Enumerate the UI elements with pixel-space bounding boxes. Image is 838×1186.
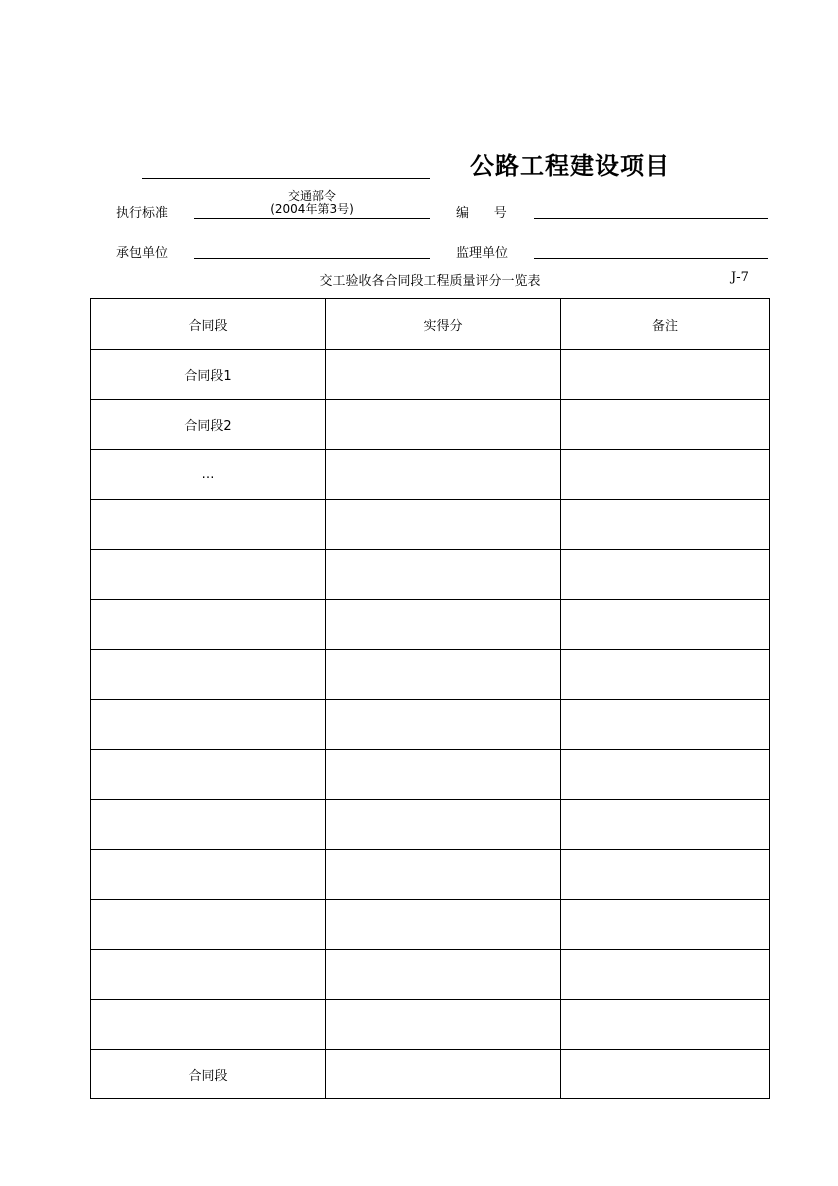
cell-contract-section bbox=[91, 1000, 326, 1050]
table-row bbox=[91, 350, 770, 400]
contractor-label: 承包单位 bbox=[116, 246, 169, 261]
cell-score[interactable] bbox=[326, 950, 561, 1000]
supervisor-line[interactable] bbox=[534, 258, 768, 259]
table-row bbox=[91, 1000, 770, 1050]
cell-score[interactable] bbox=[326, 1050, 561, 1099]
cell-score[interactable] bbox=[326, 600, 561, 650]
number-label: 编 号 bbox=[456, 206, 507, 221]
supervisor-label: 监理单位 bbox=[456, 246, 509, 261]
cell-contract-section: 合同段2 bbox=[91, 400, 326, 450]
number-line[interactable] bbox=[534, 218, 768, 219]
cell-score[interactable] bbox=[326, 800, 561, 850]
cell-score[interactable] bbox=[326, 350, 561, 400]
cell-contract-section bbox=[91, 850, 326, 900]
cell-score[interactable] bbox=[326, 550, 561, 600]
cell-remarks[interactable] bbox=[561, 850, 770, 900]
cell-remarks[interactable] bbox=[561, 1050, 770, 1099]
cell-remarks[interactable] bbox=[561, 800, 770, 850]
cell-contract-section bbox=[91, 500, 326, 550]
table-row bbox=[91, 1050, 770, 1099]
cell-contract-section bbox=[91, 650, 326, 700]
page-title: 公路工程建设项目 bbox=[470, 152, 670, 180]
table-row bbox=[91, 700, 770, 750]
cell-contract-section bbox=[91, 800, 326, 850]
standard-line bbox=[194, 218, 430, 219]
column-header-contract-section: 合同段 bbox=[91, 299, 326, 350]
cell-score[interactable] bbox=[326, 450, 561, 500]
cell-contract-section: 合同段 bbox=[91, 1050, 326, 1099]
cell-contract-section bbox=[91, 750, 326, 800]
cell-contract-section: … bbox=[91, 450, 326, 500]
table-row bbox=[91, 850, 770, 900]
table-row bbox=[91, 450, 770, 500]
table-row bbox=[91, 950, 770, 1000]
table-header-row bbox=[91, 299, 770, 350]
standard-label: 执行标准 bbox=[116, 206, 169, 221]
table-row bbox=[91, 600, 770, 650]
cell-remarks[interactable] bbox=[561, 600, 770, 650]
cell-contract-section bbox=[91, 700, 326, 750]
cell-contract-section bbox=[91, 950, 326, 1000]
cell-score[interactable] bbox=[326, 750, 561, 800]
cell-contract-section bbox=[91, 900, 326, 950]
cell-remarks[interactable] bbox=[561, 1000, 770, 1050]
form-code: J-7 bbox=[731, 270, 749, 285]
cell-remarks[interactable] bbox=[561, 750, 770, 800]
table-row bbox=[91, 900, 770, 950]
standard-value-line1: 交通部令 bbox=[287, 189, 336, 203]
cell-score[interactable] bbox=[326, 650, 561, 700]
cell-remarks[interactable] bbox=[561, 950, 770, 1000]
score-table bbox=[90, 298, 770, 1099]
cell-remarks[interactable] bbox=[561, 550, 770, 600]
column-header-remarks: 备注 bbox=[561, 299, 770, 350]
cell-contract-section: 合同段1 bbox=[91, 350, 326, 400]
table-row bbox=[91, 500, 770, 550]
table-row bbox=[91, 400, 770, 450]
cell-remarks[interactable] bbox=[561, 500, 770, 550]
table-row bbox=[91, 550, 770, 600]
cell-remarks[interactable] bbox=[561, 400, 770, 450]
project-name-line bbox=[142, 178, 430, 179]
form-subtitle: 交工验收各合同段工程质量评分一览表 bbox=[319, 274, 541, 289]
standard-value-line2: (2004年第3号) bbox=[270, 202, 354, 216]
table-row bbox=[91, 650, 770, 700]
cell-score[interactable] bbox=[326, 400, 561, 450]
cell-remarks[interactable] bbox=[561, 650, 770, 700]
column-header-score: 实得分 bbox=[326, 299, 561, 350]
cell-remarks[interactable] bbox=[561, 900, 770, 950]
cell-contract-section bbox=[91, 600, 326, 650]
cell-score[interactable] bbox=[326, 900, 561, 950]
contractor-line[interactable] bbox=[194, 258, 430, 259]
cell-remarks[interactable] bbox=[561, 350, 770, 400]
table-row bbox=[91, 800, 770, 850]
cell-remarks[interactable] bbox=[561, 450, 770, 500]
cell-score[interactable] bbox=[326, 700, 561, 750]
table-row bbox=[91, 750, 770, 800]
cell-score[interactable] bbox=[326, 1000, 561, 1050]
cell-remarks[interactable] bbox=[561, 700, 770, 750]
cell-score[interactable] bbox=[326, 500, 561, 550]
cell-score[interactable] bbox=[326, 850, 561, 900]
cell-contract-section bbox=[91, 550, 326, 600]
